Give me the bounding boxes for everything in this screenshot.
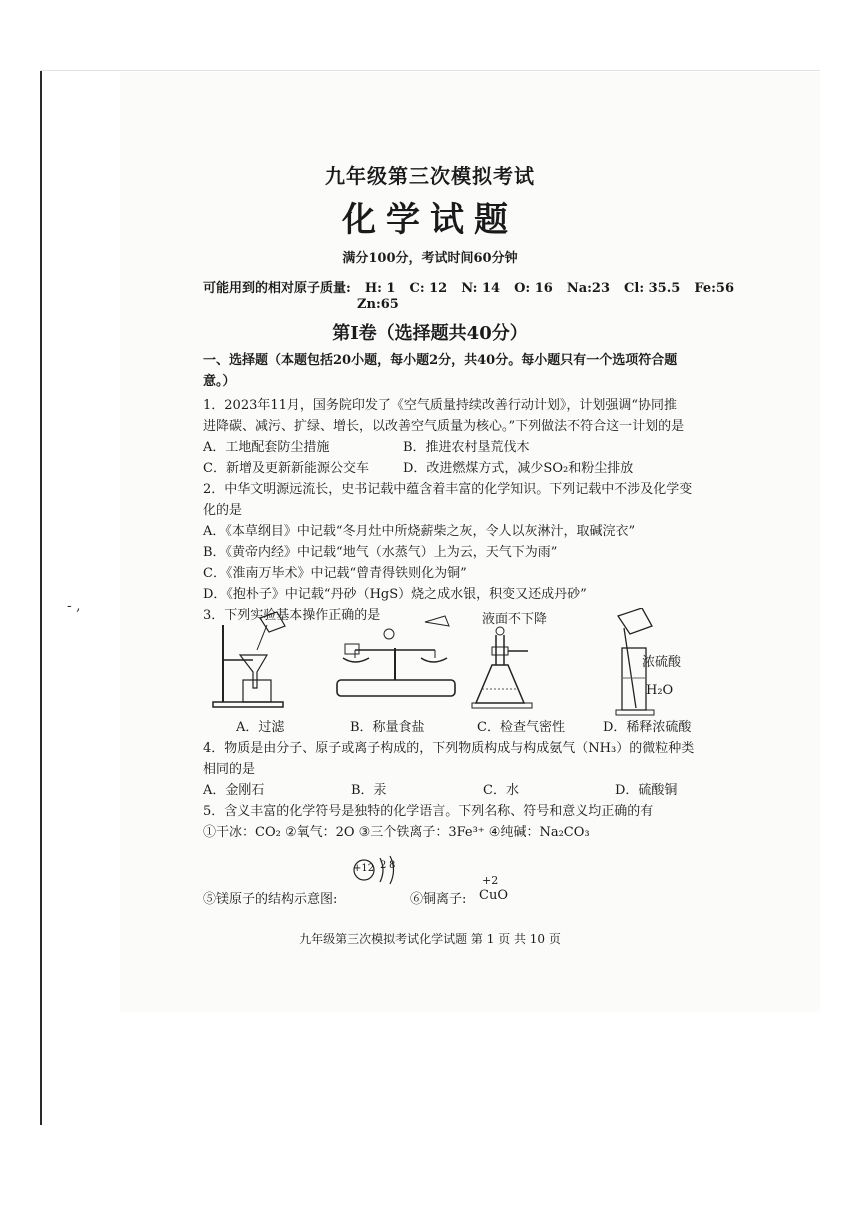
q5-item6: ⑥铜离子: [410, 892, 467, 907]
balance-weighing-figure [325, 610, 465, 705]
q3-caption-b: B．称量食盐 [350, 720, 425, 735]
q1-line1: 1．2023年11月，国务院印发了《空气质量持续改善行动计划》，计划强调“协同推 [203, 398, 678, 413]
q1-option-d: D．改进燃煤方式，减少SO₂和粉尘排放 [403, 461, 634, 476]
atomic-mass-cl: Cl: 35.5 [624, 281, 681, 296]
q1-option-c: C．新增及更新新能源公交车 [203, 461, 369, 476]
atomic-mass-zn: Zn:65 [357, 297, 399, 312]
q2-option-c: C．《淮南万毕术》中记载“曾青得铁则化为铜” [203, 566, 467, 581]
q5-stem: 5．含义丰富的化学符号是独特的化学语言。下列名称、符号和意义均正确的有 [203, 804, 654, 819]
airtightness-check-figure [470, 625, 540, 710]
shell2-electrons: 8 [389, 860, 396, 871]
q2-option-d: D．《抱朴子》中记载“丹砂（HgS）烧之成水银，积变又还成丹砂” [203, 587, 587, 602]
q4-option-d: D．硫酸铜 [615, 783, 678, 798]
q3-stem: 3．下列实验基本操作正确的是 [203, 608, 381, 623]
q4-options [203, 779, 677, 798]
scan-speck: - , [67, 598, 81, 614]
q1-option-b: B．推进农村垦荒伐木 [403, 440, 530, 455]
atomic-mass-fe: Fe:56 [694, 281, 734, 296]
q1-options-row1 [203, 436, 530, 455]
shell1-electrons: 2 [380, 860, 387, 871]
q4-line2: 相同的是 [203, 762, 256, 777]
atomic-mass-c: C: 12 [409, 281, 448, 296]
q4-option-a: A．金刚石 [203, 783, 265, 798]
q5-items: ①干冰：CO₂ ②氧气：2O ③三个铁离子：3Fe³⁺ ④纯碱：Na₂CO₃ [203, 825, 590, 840]
filtration-apparatus-figure [205, 610, 305, 710]
atomic-masses-label: 可能用到的相对原子质量: [203, 281, 351, 296]
q2-line1: 2．中华文明源远流长，史书记载中蕴含着丰富的化学知识。下列记载中不涉及化学变 [203, 482, 693, 497]
q4-line1: 4．物质是由分子、原子或离子构成的，下列物质构成与构成氨气（NH₃）的微粒种类 [203, 741, 695, 756]
exam-info: 满分100分，考试时间60分钟 [342, 251, 518, 266]
cu-formula: CuO [479, 888, 508, 903]
q3-caption-d: D．稀释浓硫酸 [603, 720, 692, 735]
section-heading: 一、选择题（本题包括20小题，每小题2分，共40分。每小题只有一个选项符合题 [203, 353, 678, 368]
q4-option-c: C．水 [483, 783, 519, 798]
atomic-masses [203, 277, 748, 296]
nucleus-charge: +12 [353, 863, 375, 874]
q5-item5: ⑤镁原子的结构示意图: [203, 892, 338, 907]
q3-caption-c: C．检查气密性 [477, 720, 565, 735]
exam-title: 九年级第三次模拟考试 [325, 164, 535, 188]
q1-line2: 进降碳、减污、扩绿、增长，以改善空气质量为核心。”下列做法不符合这一计划的是 [203, 419, 685, 434]
q3-caption-a: A．过滤 [236, 720, 285, 735]
q2-line2: 化的是 [203, 503, 243, 518]
section-heading-cont: 意。） [203, 374, 236, 389]
cu-charge: +2 [482, 874, 499, 887]
atomic-mass-na: Na:23 [566, 281, 611, 296]
atomic-mass-o: O: 16 [514, 281, 553, 296]
liquid-level-label: 液面不下降 [482, 612, 548, 627]
q4-option-b: B．汞 [351, 783, 387, 798]
q2-option-b: B．《黄帝内经》中记载“地气（水蒸气）上为云，天气下为雨” [203, 545, 558, 560]
atomic-mass-n: N: 14 [461, 281, 501, 296]
conc-sulfuric-acid-label: 浓硫酸 [642, 655, 682, 670]
scan-border-top [40, 70, 820, 71]
page-footer: 九年级第三次模拟考试化学试题 第 1 页 共 10 页 [299, 932, 561, 946]
q1-option-a: A．工地配套防尘措施 [203, 440, 330, 455]
q2-option-a: A．《本草纲目》中记载“冬月灶中所烧薪柴之灰，令人以灰淋汁，取碱浣衣” [203, 524, 636, 539]
atomic-mass-h: H: 1 [364, 281, 396, 296]
q1-options-row2 [203, 457, 633, 476]
water-label: H₂O [646, 683, 674, 698]
part-heading: 第Ⅰ卷（选择题共40分） [332, 323, 528, 344]
subject-title: 化学试题 [342, 200, 518, 240]
